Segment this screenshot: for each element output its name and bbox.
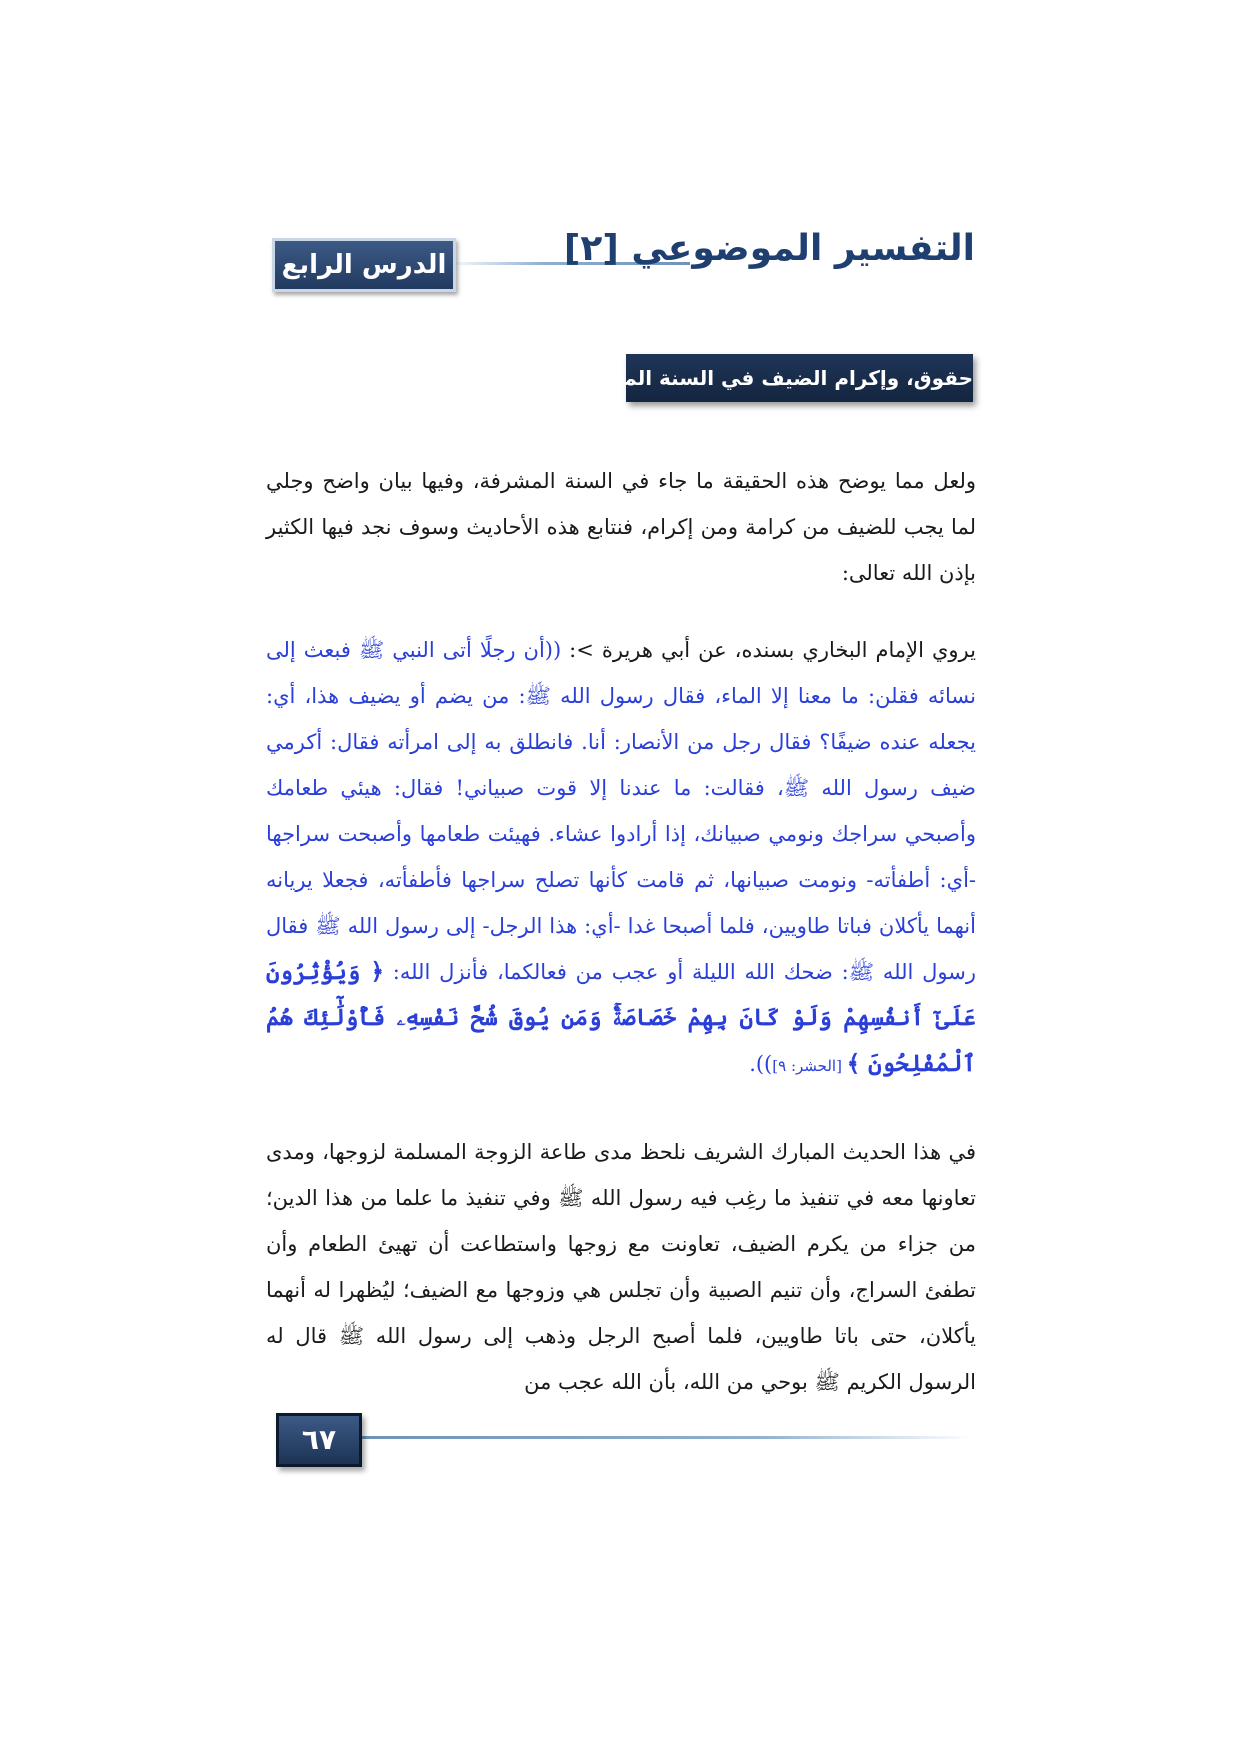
- lesson-label: الدرس الرابع: [281, 250, 447, 280]
- footer-divider: [356, 1436, 974, 1439]
- page-number: ٦٧: [276, 1413, 362, 1467]
- hadith-text: ((أن رجلًا أتى النبي ﷺ فبعث إلى نسائه فقلن: ما معنا إلا الماء، فقال رسول الله ﷺ: من يضم أو يضيف هذا، أي: يجعله عنده ضيفًا؟ فقال رجل من الأنصار: أنا. فانطلق به إلى امرأته فقال: أكرمي ضيف رسول الله ﷺ، فقالت: ما عندنا إلا قوت صبياني! فقال: هيئي طعامك وأصبحي سراجك ونومي صبيانك، إذا أرادوا عشاء. فهيئت طعامها وأصبحت سراجها -أي: أطفأته- ونومت صبيانها، ثم قامت كأنها تصلح سراجها فأطفأته، فجعلا يريانه أنهما يأكلان فباتا طاويين، فلما أصبحا غدا -أي: هذا الرجل- إلى رسول الله ﷺ فقال رسول الله ﷺ: ضحك الله الليلة أو عجب من فعالكما، فأنزل الله:: [266, 638, 976, 984]
- section-title: حقوق، وإكرام الضيف في السنة المشرفة: [626, 354, 973, 402]
- intro-paragraph: ولعل مما يوضح هذه الحقيقة ما جاء في السنة المشرفة، وفيها بيان واضح وجلي لما يجب للضيف من كرامة ومن إكرام، فنتابع هذه الأحاديث وسوف نجد فيها الكثير بإذن الله تعالى:: [266, 469, 976, 585]
- hadith-close: )).: [749, 1052, 773, 1076]
- quran-verse: ﴿ وَيُؤْثِرُونَ عَلَىٰٓ أَنفُسِهِمْ وَلَوْ كَانَ بِهِمْ خَصَاصَةٌۚ وَمَن يُوقَ شُحَّ نَفْسِهِۦ فَأُوْلَٰٓئِكَ هُمُ ٱلْمُفْلِحُونَ ﴾: [266, 958, 976, 1077]
- lesson-badge: [272, 238, 456, 292]
- commentary-paragraph: في هذا الحديث المبارك الشريف نلحظ مدى طاعة الزوجة المسلمة لزوجها، ومدى تعاونها معه في تنفيذ ما رغِب فيه رسول الله ﷺ وفي تنفيذ ما علما من هذا الدين؛ من جزاء من يكرم الضيف، تعاونت مع زوجها واستطاعت أن تهيئ الطعام وأن تطفئ السراج، وأن تنيم الصبية وأن تجلس هي وزوجها مع الضيف؛ ليُظهرا له أنهما يأكلان، حتى باتا طاويين، فلما أصبح الرجل وذهب إلى رسول الله ﷺ قال له الرسول الكريم ﷺ بوحي من الله، بأن الله عجب من: [266, 1140, 976, 1394]
- hadith-paragraph: [266, 627, 976, 1089]
- book-title: التفسير الموضوعي [٢]: [563, 228, 975, 269]
- hadith-intro: يروي الإمام البخاري بسنده، عن أبي هريرة >:: [561, 638, 976, 662]
- quran-reference: [الحشر: ٩]: [772, 1057, 847, 1075]
